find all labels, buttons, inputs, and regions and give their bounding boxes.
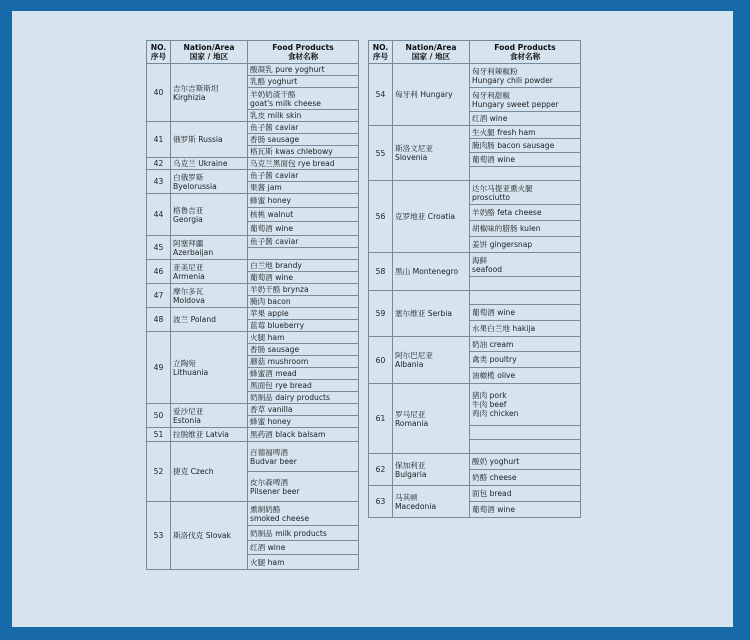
entry-number: 45 [147,236,171,260]
food-cell [248,380,359,392]
entry-number: 43 [147,170,171,194]
nation-cell [171,236,248,260]
nation-cell [393,337,470,384]
food-name: 水果白兰地 hakija [472,324,536,333]
table-row [369,126,581,139]
food-cell [248,555,359,570]
food-cell [248,472,359,502]
entry-number: 58 [369,253,393,291]
food-cell [470,470,581,486]
food-name: 香肠 sausage [250,345,300,354]
food-name: 皮尔森啤酒 [250,477,288,487]
food-name: 羊奶干酪 brynza [250,285,309,294]
food-cell [470,88,581,112]
nation-name: Slovenia [395,153,428,162]
food-cell [248,392,359,404]
food-cell [470,454,581,470]
food-name: 鸡肉 chicken [472,409,519,418]
entry-number: 51 [147,428,171,442]
nation-name: 乌克兰 Ukraine [173,159,228,168]
food-cell [248,170,359,182]
food-cell [248,332,359,344]
food-cell [248,416,359,428]
header-food: Food Products 食材名称 [470,41,581,64]
table-row [369,337,581,352]
food-name: 达尔马提亚熏火腿 [472,183,533,193]
nation-cell [393,454,470,486]
food-name: 香肠 sausage [250,135,300,144]
nation-name: Macedonia [395,501,437,511]
food-table-right [368,40,581,518]
table-row [147,502,359,526]
table-row [147,158,359,170]
food-cell [248,428,359,442]
nation-cell [171,404,248,428]
table-header-row [369,41,581,64]
food-name: 羊奶酪 feta cheese [472,208,542,217]
food-cell [470,64,581,88]
food-name: 鱼子酱 caviar [250,171,299,180]
nation-cell [393,291,470,337]
food-cell [470,368,581,384]
food-cell [470,321,581,337]
food-name: 海鲜 [472,255,488,265]
nation-name: 黑山 Montenegro [395,267,459,276]
food-cell [470,139,581,153]
nation-name: Lithuania [173,367,209,377]
food-cell [248,404,359,416]
table-row [369,486,581,502]
nation-name: 爱沙尼亚 [173,406,204,416]
entry-number: 55 [369,126,393,181]
food-cell [248,158,359,170]
entry-number: 52 [147,442,171,502]
food-cell [248,284,359,296]
food-cell [248,64,359,76]
food-cell [248,208,359,222]
food-cell [248,320,359,332]
entry-number: 56 [369,181,393,253]
nation-cell [393,486,470,518]
header-no: NO. 序号 [369,41,393,64]
nation-name: Armenia [173,271,205,281]
food-name: 面包 bread [472,489,512,498]
nation-cell [171,284,248,308]
table-row [147,236,359,248]
food-name: 蜂蜜 honey [250,196,292,205]
nation-name: 克罗地亚 Croatia [395,212,456,221]
food-cell [248,541,359,555]
food-name: 生火腿 fresh ham [472,127,536,137]
nation-name: Romania [395,418,429,428]
food-cell [470,237,581,253]
nation-cell [393,64,470,126]
food-name: 胡椒味的腊肠 kulen [472,224,541,233]
food-cell [248,222,359,236]
food-name: Hungary sweet pepper [472,99,559,109]
food-name: 熏制奶酪 [250,504,281,514]
food-cell [470,291,581,305]
food-table-left [146,40,359,570]
nation-name: Kirghizia [173,92,206,102]
food-cell [248,194,359,208]
nation-name: 波兰 Poland [173,315,216,324]
food-cell [470,153,581,167]
food-cell [248,146,359,158]
food-cell [470,167,581,181]
food-name: 酸凝乳 pure yoghurt [250,65,325,74]
food-name: 香草 vanilla [250,405,293,414]
food-cell [248,248,359,260]
header-no: NO. 序号 [147,41,171,64]
food-cell [470,337,581,352]
table-row [369,253,581,277]
table-row [369,181,581,205]
nation-name: 塞尔维亚 Serbia [395,309,452,318]
food-name: 油橄榄 olive [472,371,516,380]
nation-name: 拉脱维亚 Latvia [173,430,229,439]
food-name: 奶酪 cheese [472,473,517,482]
food-name: seafood [472,264,503,274]
food-name: 酸奶 yoghurt [472,457,520,466]
food-cell [470,305,581,321]
nation-name: 摩尔多瓦 [173,286,204,296]
nation-name: 阿塞拜疆 [173,238,204,248]
nation-name: Albania [395,360,424,369]
food-cell [470,126,581,139]
food-name: Hungary chili powder [472,75,553,85]
nation-cell [393,181,470,253]
header-nation: Nation/Area 国家 / 地区 [393,41,470,64]
nation-name: Georgia [173,214,203,224]
food-cell [470,181,581,205]
food-cell [248,272,359,284]
food-name: 红酒 wine [472,114,508,123]
nation-cell [171,332,248,404]
food-name: 蓝莓 blueberry [250,321,305,330]
nation-name: Bulgaria [395,469,427,479]
nation-name: 俄罗斯 Russia [173,135,223,144]
food-name: 蜂蜜酒 mead [250,369,297,378]
food-name: 乌克兰黑面包 rye bread [250,159,335,168]
food-name: 葡萄酒 wine [472,505,515,514]
food-name: 蘑菇 mushroom [250,357,309,366]
nation-cell [171,170,248,194]
food-cell [248,526,359,541]
food-cell [470,205,581,221]
food-cell [248,236,359,248]
nation-name: 捷克 Czech [173,467,214,476]
food-cell [470,502,581,518]
nation-name: 亚美尼亚 [173,262,204,272]
food-name: Budvar beer [250,456,297,466]
food-name: 乳酪 yoghurt [250,77,298,86]
food-name: 果酱 jam [250,183,282,192]
food-cell [470,221,581,237]
nation-name: Estonia [173,415,201,425]
nation-name: 格鲁吉亚 [173,205,204,215]
nation-name: 保加利亚 [395,460,426,470]
food-name: goat's milk cheese [250,98,321,108]
food-cell [248,296,359,308]
food-cell [470,440,581,454]
food-name: 核桃 walnut [250,210,294,219]
nation-cell [171,194,248,236]
table-row [147,332,359,344]
food-cell [470,352,581,368]
nation-cell [393,253,470,291]
food-name: 葡萄酒 wine [250,273,293,282]
food-name: prosciutto [472,192,511,202]
food-cell [248,134,359,146]
food-name: 腌肉肠 bacon sausage [472,141,555,150]
nation-cell [393,126,470,181]
nation-name: 匈牙利 Hungary [395,90,453,99]
food-name: smoked cheese [250,513,309,523]
food-name: 奶油 cream [472,339,514,349]
entry-number: 61 [369,384,393,454]
entry-number: 63 [369,486,393,518]
nation-cell [171,502,248,570]
header-food: Food Products 食材名称 [248,41,359,64]
header-nation: Nation/Area 国家 / 地区 [171,41,248,64]
entry-number: 50 [147,404,171,428]
food-name: 羊奶奶渣干酪 [250,89,296,99]
food-cell [470,384,581,426]
entry-number: 60 [369,337,393,384]
food-name: 匈牙利甜椒 [472,90,510,100]
food-name: 禽类 poultry [472,355,517,364]
food-name: 姜饼 gingersnap [472,240,533,249]
nation-cell [171,428,248,442]
nation-name: 马其顿 [395,492,418,502]
food-cell [248,110,359,122]
food-name: 奶制品 dairy products [250,393,330,402]
nation-name: 斯洛伐克 Slovak [173,531,231,540]
table-row [369,454,581,470]
food-name: 苹果 apple [250,309,289,318]
food-name: 鱼子酱 caviar [250,123,299,132]
nation-cell [171,158,248,170]
food-name: 百德福啤酒 [250,447,288,457]
food-cell [470,486,581,502]
food-name: 葡萄酒 wine [472,308,515,317]
entry-number: 53 [147,502,171,570]
nation-name: Azerbaijan [173,247,214,257]
food-cell [248,356,359,368]
table-row [369,64,581,88]
entry-number: 42 [147,158,171,170]
entry-number: 59 [369,291,393,337]
food-name: 红酒 wine [250,543,286,552]
table-row [147,170,359,182]
food-name: 猪肉 pork [472,391,507,400]
food-name: 黑药酒 black balsam [250,430,326,439]
table-row [147,122,359,134]
nation-cell [393,384,470,454]
food-name: 牛肉 beef [472,400,507,409]
food-name: 鱼子酱 caviar [250,237,299,246]
nation-cell [171,64,248,122]
entry-number: 46 [147,260,171,284]
food-cell [248,502,359,526]
table-row [147,428,359,442]
entry-number: 40 [147,64,171,122]
food-name: 乳皮 milk skin [250,111,302,120]
nation-name: Moldova [173,295,205,305]
food-cell [248,122,359,134]
food-cell [248,344,359,356]
nation-name: 吉尔吉斯斯坦 [173,83,219,93]
table-row [147,284,359,296]
nation-cell [171,308,248,332]
food-cell [248,182,359,194]
nation-name: 立陶宛 [173,358,196,368]
entry-number: 44 [147,194,171,236]
entry-number: 41 [147,122,171,158]
table-row [369,384,581,426]
table-row [147,404,359,416]
food-name: 火腿 ham [250,333,285,342]
food-name: 匈牙利辣椒粉 [472,66,518,76]
food-cell [470,112,581,126]
table-row [369,291,581,305]
table-header-row [147,41,359,64]
food-name: 葡萄酒 wine [472,155,515,164]
food-cell [470,277,581,291]
food-cell [248,76,359,88]
food-cell [248,88,359,110]
food-name: 黑面包 rye bread [250,381,312,390]
table-row [147,260,359,272]
nation-name: 阿尔巴尼亚 [395,351,433,360]
food-name: 火腿 ham [250,557,285,567]
entry-number: 54 [369,64,393,126]
food-name: 葡萄酒 wine [250,224,293,233]
food-cell [248,308,359,320]
nation-name: 罗马尼亚 [395,409,426,419]
food-name: 白兰地 brandy [250,261,302,270]
food-name: 格瓦斯 kwas chlebowy [250,147,333,156]
table-row [147,64,359,76]
food-cell [248,368,359,380]
food-cell [470,426,581,440]
nation-cell [171,442,248,502]
nation-cell [171,260,248,284]
entry-number: 47 [147,284,171,308]
food-name: Pilsener beer [250,486,300,496]
entry-number: 48 [147,308,171,332]
food-cell [248,442,359,472]
table-row [147,308,359,320]
food-cell [470,253,581,277]
entry-number: 62 [369,454,393,486]
food-name: 蜂蜜 honey [250,417,292,426]
nation-name: Byelorussia [173,181,217,191]
nation-name: 白俄罗斯 [173,172,204,182]
food-name: 奶制品 milk products [250,528,327,538]
table-row [147,194,359,208]
nation-cell [171,122,248,158]
table-row [147,442,359,472]
nation-name: 斯洛文尼亚 [395,144,433,153]
food-name: 腌肉 bacon [250,297,291,306]
entry-number: 49 [147,332,171,404]
food-cell [248,260,359,272]
